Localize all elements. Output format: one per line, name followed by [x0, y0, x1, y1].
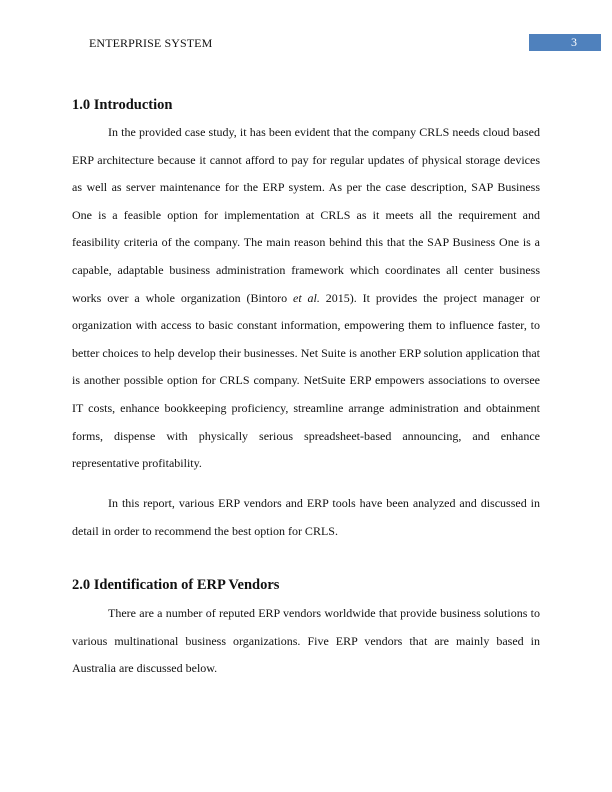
- page-number-badge: [529, 34, 601, 51]
- introduction-paragraph-2: In this report, various ERP vendors and ERP tools have been analyzed and discussed in detail in order to recommend the best option for CRLS.: [72, 496, 540, 538]
- intro-p1-text-b: 2015). It provides the project manager or organization with access to basic constant information, empowering them to influence faster, to better choices to help develop their businesses. Net Suite is another ERP solution application that is another possible option for CRLS company. NetSuite ERP empowers associations to oversee IT costs, enhance bookkeeping proficiency, streamline arrange administration and obtainment forms, dispense with physically serious spreadsheet-based announcing, and enhance representative profitability.: [72, 290, 540, 471]
- section-heading-introduction: 1.0 Introduction: [72, 97, 173, 113]
- page-number: 3: [571, 35, 577, 49]
- running-header-title: ENTERPRISE SYSTEM: [89, 36, 213, 50]
- section-heading-erp-vendors: 2.0 Identification of ERP Vendors: [72, 577, 280, 593]
- intro-p1-text-a: In the provided case study, it has been evident that the company CRLS needs cloud based ERP architecture because it cannot afford to pay for regular updates of physical storage devices as well as server maintenance for the ERP system. As per the case description, SAP Business One is a feasible option for implementation at CRLS as it meets all the requirement and feasibility criteria of the company. The main reason behind this that the SAP Business One is a capable, adaptable business administration framework which coordinates all center business works over a whole organization (Bintoro: [72, 125, 540, 305]
- erp-vendors-paragraph-1: There are a number of reputed ERP vendors worldwide that provide business solutions to various multinational business organizations. Five ERP vendors that are mainly based in Australia are discussed below.: [72, 606, 540, 676]
- intro-p1-citation-etal: et al.: [293, 290, 320, 305]
- introduction-paragraph-1: [72, 119, 540, 478]
